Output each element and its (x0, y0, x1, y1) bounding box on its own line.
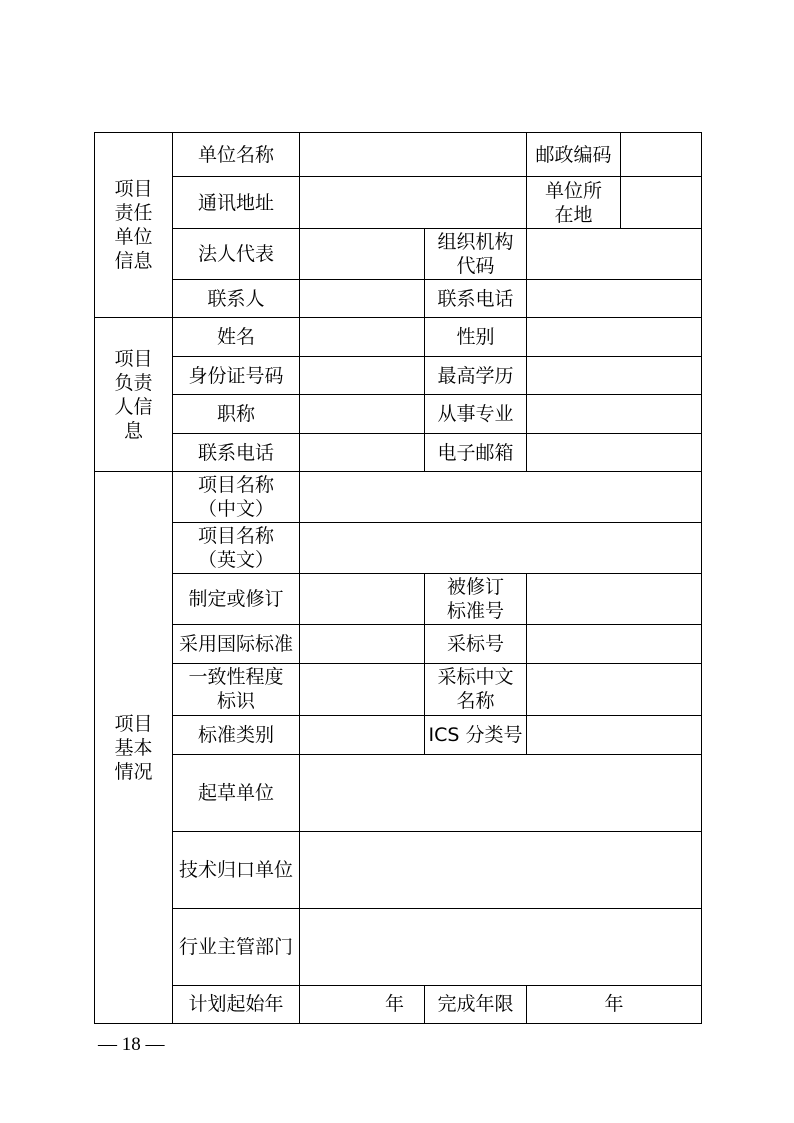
project-application-form (94, 132, 702, 1024)
field-intl-std[interactable] (300, 625, 425, 664)
field-name-cn[interactable] (300, 472, 702, 523)
label-start-year: 计划起始年 (173, 985, 300, 1023)
field-specialty[interactable] (527, 395, 702, 434)
field-address[interactable] (300, 177, 527, 229)
field-gender[interactable] (527, 318, 702, 357)
field-start-year[interactable] (300, 985, 425, 1023)
label-ics-no: ICS 分类号 (425, 715, 527, 754)
group-unit-info: 项目 责任 单位 信息 (95, 133, 173, 318)
field-email[interactable] (527, 434, 702, 472)
field-unit-name[interactable] (300, 133, 527, 177)
label-contact-phone: 联系电话 (425, 280, 527, 318)
field-revised-std-no[interactable] (527, 574, 702, 625)
field-location[interactable] (621, 177, 702, 229)
field-title[interactable] (300, 395, 425, 434)
label-std-category: 标准类别 (173, 715, 300, 754)
group-basic-info: 项目 基本 情况 (95, 472, 173, 1024)
field-deadline[interactable] (527, 985, 702, 1023)
field-name-en[interactable] (300, 523, 702, 574)
label-gender: 性别 (425, 318, 527, 357)
field-std-category[interactable] (300, 715, 425, 754)
field-adopt-cn-name[interactable] (527, 664, 702, 715)
label-name: 姓名 (173, 318, 300, 357)
label-contact: 联系人 (173, 280, 300, 318)
label-industry-dept: 行业主管部门 (173, 908, 300, 985)
label-education: 最高学历 (425, 357, 527, 395)
field-id-number[interactable] (300, 357, 425, 395)
field-education[interactable] (527, 357, 702, 395)
label-deadline: 完成年限 (425, 985, 527, 1023)
label-address: 通讯地址 (173, 177, 300, 229)
field-org-code[interactable] (527, 229, 702, 280)
field-postal-code[interactable] (621, 133, 702, 177)
year-suffix-deadline: 年 (604, 993, 624, 1016)
label-adopt-cn-name: 采标中文 名称 (425, 664, 527, 715)
field-drafting-unit[interactable] (300, 754, 702, 831)
label-intl-std: 采用国际标准 (173, 625, 300, 664)
year-suffix-start: 年 (384, 993, 404, 1016)
field-legal-rep[interactable] (300, 229, 425, 280)
label-postal-code: 邮政编码 (527, 133, 621, 177)
label-specialty: 从事专业 (425, 395, 527, 434)
label-revise: 制定或修订 (173, 574, 300, 625)
label-name-en: 项目名称 （英文） (173, 523, 300, 574)
label-org-code: 组织机构 代码 (425, 229, 527, 280)
group-person-info: 项目 负责 人信 息 (95, 318, 173, 472)
label-title: 职称 (173, 395, 300, 434)
field-contact-phone[interactable] (527, 280, 702, 318)
label-revised-std-no: 被修订 标准号 (425, 574, 527, 625)
label-legal-rep: 法人代表 (173, 229, 300, 280)
field-consistency[interactable] (300, 664, 425, 715)
field-phone[interactable] (300, 434, 425, 472)
label-location: 单位所 在地 (527, 177, 621, 229)
field-adopt-no[interactable] (527, 625, 702, 664)
label-id-number: 身份证号码 (173, 357, 300, 395)
page-number: — 18 — (98, 1034, 165, 1055)
field-name[interactable] (300, 318, 425, 357)
label-phone: 联系电话 (173, 434, 300, 472)
label-drafting-unit: 起草单位 (173, 754, 300, 831)
label-email: 电子邮箱 (425, 434, 527, 472)
field-ics-no[interactable] (527, 715, 702, 754)
label-consistency: 一致性程度 标识 (173, 664, 300, 715)
field-industry-dept[interactable] (300, 908, 702, 985)
field-tech-unit[interactable] (300, 831, 702, 908)
field-revise[interactable] (300, 574, 425, 625)
label-adopt-no: 采标号 (425, 625, 527, 664)
label-tech-unit: 技术归口单位 (173, 831, 300, 908)
label-name-cn: 项目名称 （中文） (173, 472, 300, 523)
field-contact[interactable] (300, 280, 425, 318)
label-unit-name: 单位名称 (173, 133, 300, 177)
